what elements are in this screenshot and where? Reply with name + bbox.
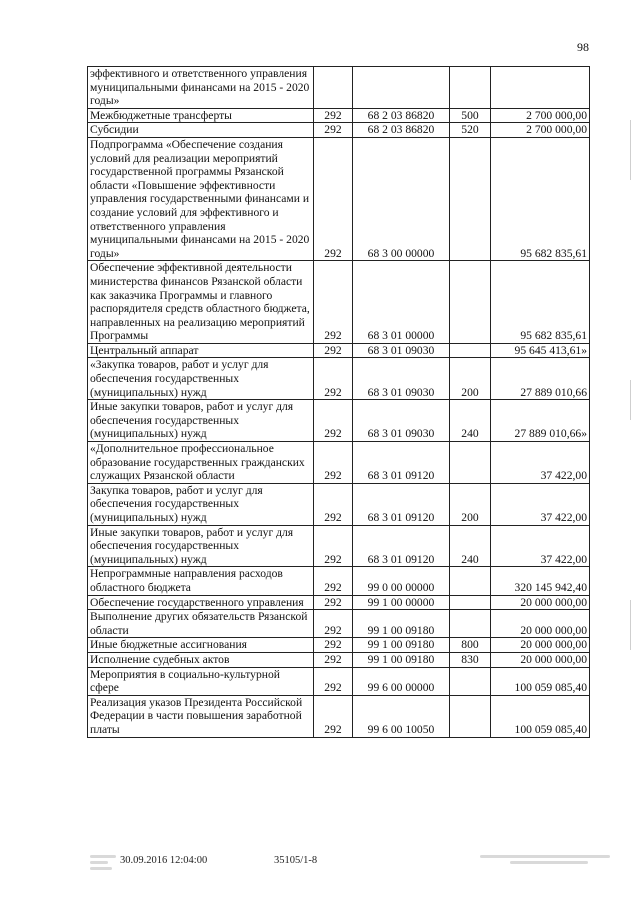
- stamp-mark-left: [90, 852, 116, 874]
- row-name: Мероприятия в социально-культурной сфере: [88, 667, 314, 695]
- row-expense-type: [450, 567, 491, 595]
- row-ministry-code: 292: [314, 137, 353, 260]
- row-target-code: 99 6 00 00000: [353, 667, 450, 695]
- row-name: Подпрограмма «Обеспечение создания условий для реализации мероприятий государственной программы Рязанской области «Повышение эффективности управления государственными финансами и создание условий для эффективного и ответственного управления муниципальными финансами на 2015 - 2020 годы»: [88, 137, 314, 260]
- row-target-code: 68 3 01 00000: [353, 261, 450, 344]
- row-amount: 100 059 085,40: [491, 667, 590, 695]
- table-row: [88, 567, 590, 595]
- row-amount: 2 700 000,00: [491, 123, 590, 138]
- scan-edge-mark: [630, 380, 631, 420]
- row-expense-type: [450, 137, 491, 260]
- row-name: Иные закупки товаров, работ и услуг для обеспечения государственных (муниципальных) нужд: [88, 525, 314, 567]
- footer-doc-number: 35105/1-8: [274, 855, 318, 866]
- row-expense-type: [450, 667, 491, 695]
- row-expense-type: [450, 261, 491, 344]
- table-row: [88, 400, 590, 442]
- table-row: [88, 610, 590, 638]
- table-row: [88, 695, 590, 737]
- row-amount: 20 000 000,00: [491, 595, 590, 610]
- row-target-code: 99 0 00 00000: [353, 567, 450, 595]
- row-name: Реализация указов Президента Российской Федерации в части повышения заработной платы: [88, 695, 314, 737]
- row-name: Исполнение судебных актов: [88, 652, 314, 667]
- row-expense-type: [450, 595, 491, 610]
- row-amount: 20 000 000,00: [491, 610, 590, 638]
- row-target-code: 99 6 00 10050: [353, 695, 450, 737]
- row-expense-type: 800: [450, 638, 491, 653]
- row-name: Субсидии: [88, 123, 314, 138]
- row-ministry-code: 292: [314, 525, 353, 567]
- row-expense-type: [450, 67, 491, 109]
- table-row: [88, 67, 590, 109]
- row-ministry-code: 292: [314, 610, 353, 638]
- row-name: Закупка товаров, работ и услуг для обеспечения государственных (муниципальных) нужд: [88, 483, 314, 525]
- row-amount: 95 682 835,61: [491, 261, 590, 344]
- row-expense-type: [450, 442, 491, 484]
- row-target-code: 68 3 01 09120: [353, 525, 450, 567]
- row-amount: 95 645 413,61»: [491, 343, 590, 358]
- table-row: [88, 667, 590, 695]
- row-expense-type: [450, 610, 491, 638]
- table-row: [88, 108, 590, 123]
- row-amount: 320 145 942,40: [491, 567, 590, 595]
- row-name: Обеспечение эффективной деятельности министерства финансов Рязанской области как заказчика Программы и главного распорядителя средств областного бюджета, направленных на реализацию мероприятий Программы: [88, 261, 314, 344]
- scan-edge-mark: [630, 600, 631, 650]
- row-expense-type: 240: [450, 400, 491, 442]
- row-name: Центральный аппарат: [88, 343, 314, 358]
- scan-edge-mark: [630, 120, 631, 180]
- row-target-code: 68 3 00 00000: [353, 137, 450, 260]
- row-amount: 20 000 000,00: [491, 638, 590, 653]
- row-expense-type: 520: [450, 123, 491, 138]
- row-expense-type: 200: [450, 358, 491, 400]
- budget-table-body: [88, 67, 590, 738]
- row-amount: 37 422,00: [491, 525, 590, 567]
- page-number: 98: [577, 40, 589, 54]
- budget-table: [87, 66, 590, 738]
- table-row: [88, 652, 590, 667]
- table-row: [88, 343, 590, 358]
- row-ministry-code: 292: [314, 638, 353, 653]
- row-expense-type: 240: [450, 525, 491, 567]
- row-name: эффективного и ответственного управления муниципальными финансами на 2015 - 2020 годы»: [88, 67, 314, 109]
- stamp-mark-right: [480, 852, 610, 872]
- row-ministry-code: 292: [314, 695, 353, 737]
- row-ministry-code: 292: [314, 123, 353, 138]
- row-ministry-code: [314, 67, 353, 109]
- row-expense-type: 500: [450, 108, 491, 123]
- row-target-code: 99 1 00 09180: [353, 638, 450, 653]
- row-ministry-code: 292: [314, 400, 353, 442]
- row-name: Межбюджетные трансферты: [88, 108, 314, 123]
- row-ministry-code: 292: [314, 343, 353, 358]
- row-ministry-code: 292: [314, 442, 353, 484]
- row-target-code: 68 2 03 86820: [353, 123, 450, 138]
- row-target-code: 68 2 03 86820: [353, 108, 450, 123]
- row-target-code: 68 3 01 09030: [353, 358, 450, 400]
- row-amount: 95 682 835,61: [491, 137, 590, 260]
- table-row: [88, 358, 590, 400]
- table-row: [88, 442, 590, 484]
- footer-datetime: 30.09.2016 12:04:00: [120, 855, 208, 866]
- table-row: [88, 123, 590, 138]
- row-target-code: 68 3 01 09030: [353, 400, 450, 442]
- row-ministry-code: 292: [314, 667, 353, 695]
- row-ministry-code: 292: [314, 108, 353, 123]
- row-ministry-code: 292: [314, 652, 353, 667]
- row-name: Иные бюджетные ассигнования: [88, 638, 314, 653]
- row-ministry-code: 292: [314, 261, 353, 344]
- row-expense-type: [450, 695, 491, 737]
- row-expense-type: 200: [450, 483, 491, 525]
- table-row: [88, 638, 590, 653]
- row-ministry-code: 292: [314, 358, 353, 400]
- row-name: «Дополнительное профессиональное образование государственных гражданских служащих Рязанской области: [88, 442, 314, 484]
- row-amount: [491, 67, 590, 109]
- row-ministry-code: 292: [314, 567, 353, 595]
- row-name: Обеспечение государственного управления: [88, 595, 314, 610]
- table-row: [88, 261, 590, 344]
- row-target-code: 68 3 01 09030: [353, 343, 450, 358]
- row-amount: 2 700 000,00: [491, 108, 590, 123]
- row-target-code: 68 3 01 09120: [353, 483, 450, 525]
- row-amount: 37 422,00: [491, 483, 590, 525]
- row-amount: 37 422,00: [491, 442, 590, 484]
- row-name: «Закупка товаров, работ и услуг для обеспечения государственных (муниципальных) нужд: [88, 358, 314, 400]
- row-target-code: 99 1 00 09180: [353, 652, 450, 667]
- row-target-code: 68 3 01 09120: [353, 442, 450, 484]
- row-amount: 27 889 010,66»: [491, 400, 590, 442]
- table-row: [88, 137, 590, 260]
- table-row: [88, 525, 590, 567]
- row-expense-type: 830: [450, 652, 491, 667]
- row-expense-type: [450, 343, 491, 358]
- row-target-code: 99 1 00 00000: [353, 595, 450, 610]
- row-ministry-code: 292: [314, 483, 353, 525]
- row-amount: 20 000 000,00: [491, 652, 590, 667]
- row-name: Непрограммные направления расходов областного бюджета: [88, 567, 314, 595]
- row-amount: 100 059 085,40: [491, 695, 590, 737]
- table-row: [88, 483, 590, 525]
- table-row: [88, 595, 590, 610]
- row-amount: 27 889 010,66: [491, 358, 590, 400]
- row-ministry-code: 292: [314, 595, 353, 610]
- row-name: Иные закупки товаров, работ и услуг для обеспечения государственных (муниципальных) нужд: [88, 400, 314, 442]
- row-target-code: [353, 67, 450, 109]
- row-target-code: 99 1 00 09180: [353, 610, 450, 638]
- row-name: Выполнение других обязательств Рязанской области: [88, 610, 314, 638]
